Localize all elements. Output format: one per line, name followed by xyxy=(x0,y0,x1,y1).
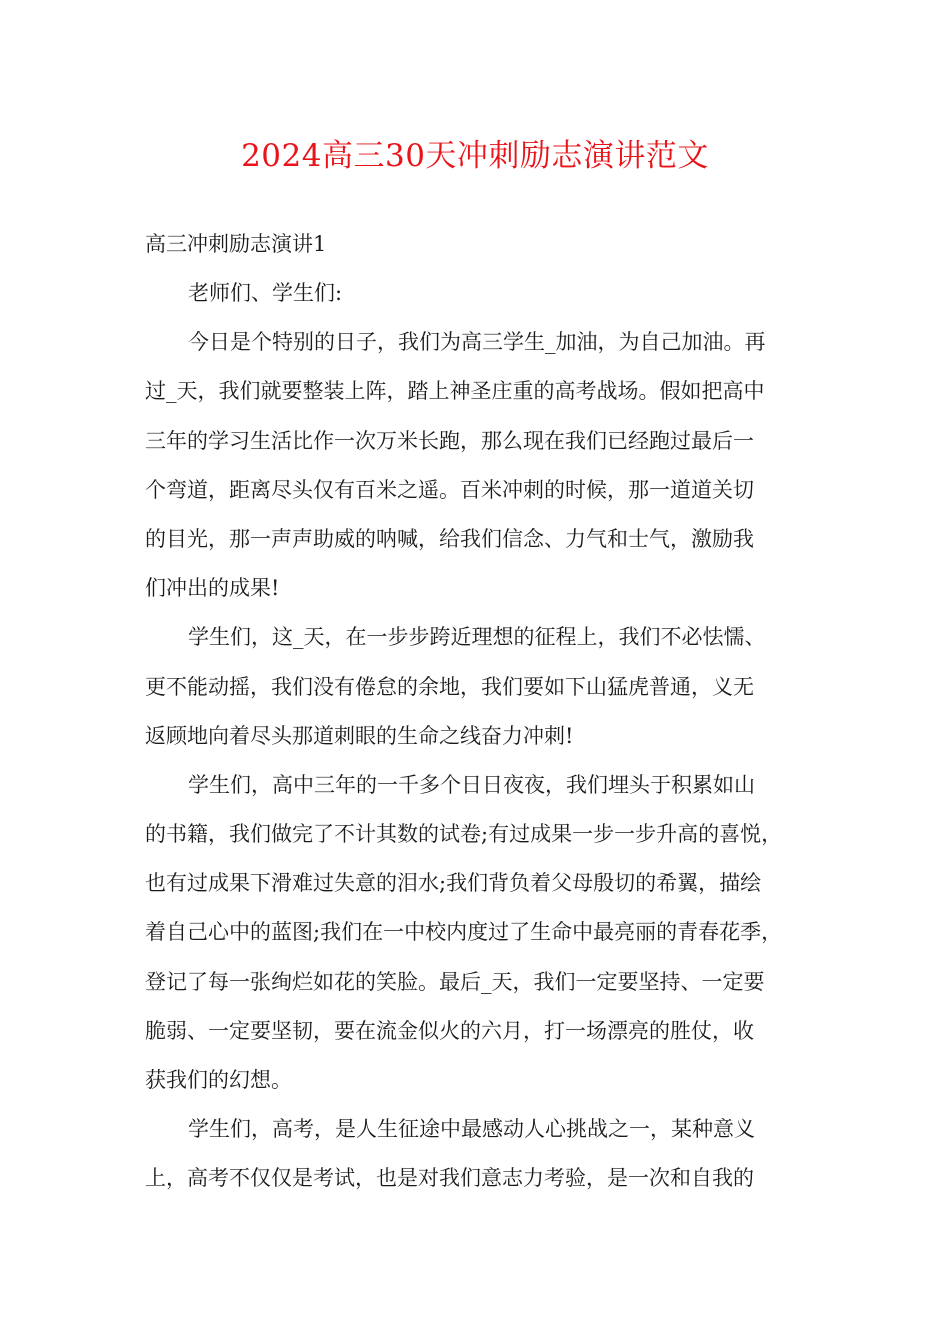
body-line: 获我们的幻想。 xyxy=(145,1068,292,1092)
body-line: 着自己心中的蓝图;我们在一中校内度过了生命中最亮丽的青春花季， xyxy=(145,920,783,945)
body-line: 上，高考不仅仅是考试，也是对我们意志力考验，是一次和自我的 xyxy=(145,1166,754,1191)
body-line: 今日是个特别的日子，我们为高三学生_加油，为自己加油。再 xyxy=(188,330,766,355)
body-line: 学生们，高中三年的一千多个日日夜夜，我们埋头于积累如山 xyxy=(188,772,755,797)
section-heading: 高三冲刺励志演讲1 xyxy=(145,232,327,256)
body-line: 返顾地向着尽头那道刺眼的生命之线奋力冲刺! xyxy=(145,723,574,748)
body-line: 老师们、学生们: xyxy=(188,281,343,305)
body-line: 学生们，高考，是人生征途中最感动人心挑战之一，某种意义 xyxy=(188,1117,755,1142)
body-line: 更不能动摇，我们没有倦怠的余地，我们要如下山猛虎普通，义无 xyxy=(145,674,754,699)
body-line: 脆弱、一定要坚韧，要在流金似火的六月，打一场漂亮的胜仗，收 xyxy=(145,1018,754,1043)
body-line: 也有过成果下滑难过失意的泪水;我们背负着父母殷切的希翼，描绘 xyxy=(145,871,762,896)
body-line: 学生们，这_天，在一步步跨近理想的征程上，我们不必怯懦、 xyxy=(188,625,766,650)
body-line: 登记了每一张绚烂如花的笑脸。最后_天，我们一定要坚持、一定要 xyxy=(145,969,765,994)
speech-body xyxy=(145,269,817,1204)
body-line: 们冲出的成果! xyxy=(145,576,280,601)
body-line: 的书籍，我们做完了不计其数的试卷;有过成果一步一步升高的喜悦， xyxy=(145,822,783,847)
body-line: 三年的学习生活比作一次万米长跑，那么现在我们已经跑过最后一 xyxy=(145,428,754,453)
body-line: 个弯道，距离尽头仅有百米之遥。百米冲刺的时候，那一道道关切 xyxy=(145,477,754,502)
document-title: 2024高三30天冲刺励志演讲范文 xyxy=(241,138,709,174)
body-line: 过_天，我们就要整装上阵，踏上神圣庄重的高考战场。假如把高中 xyxy=(145,379,765,404)
body-line: 的目光，那一声声助威的呐喊，给我们信念、力气和士气，激励我 xyxy=(145,526,754,551)
